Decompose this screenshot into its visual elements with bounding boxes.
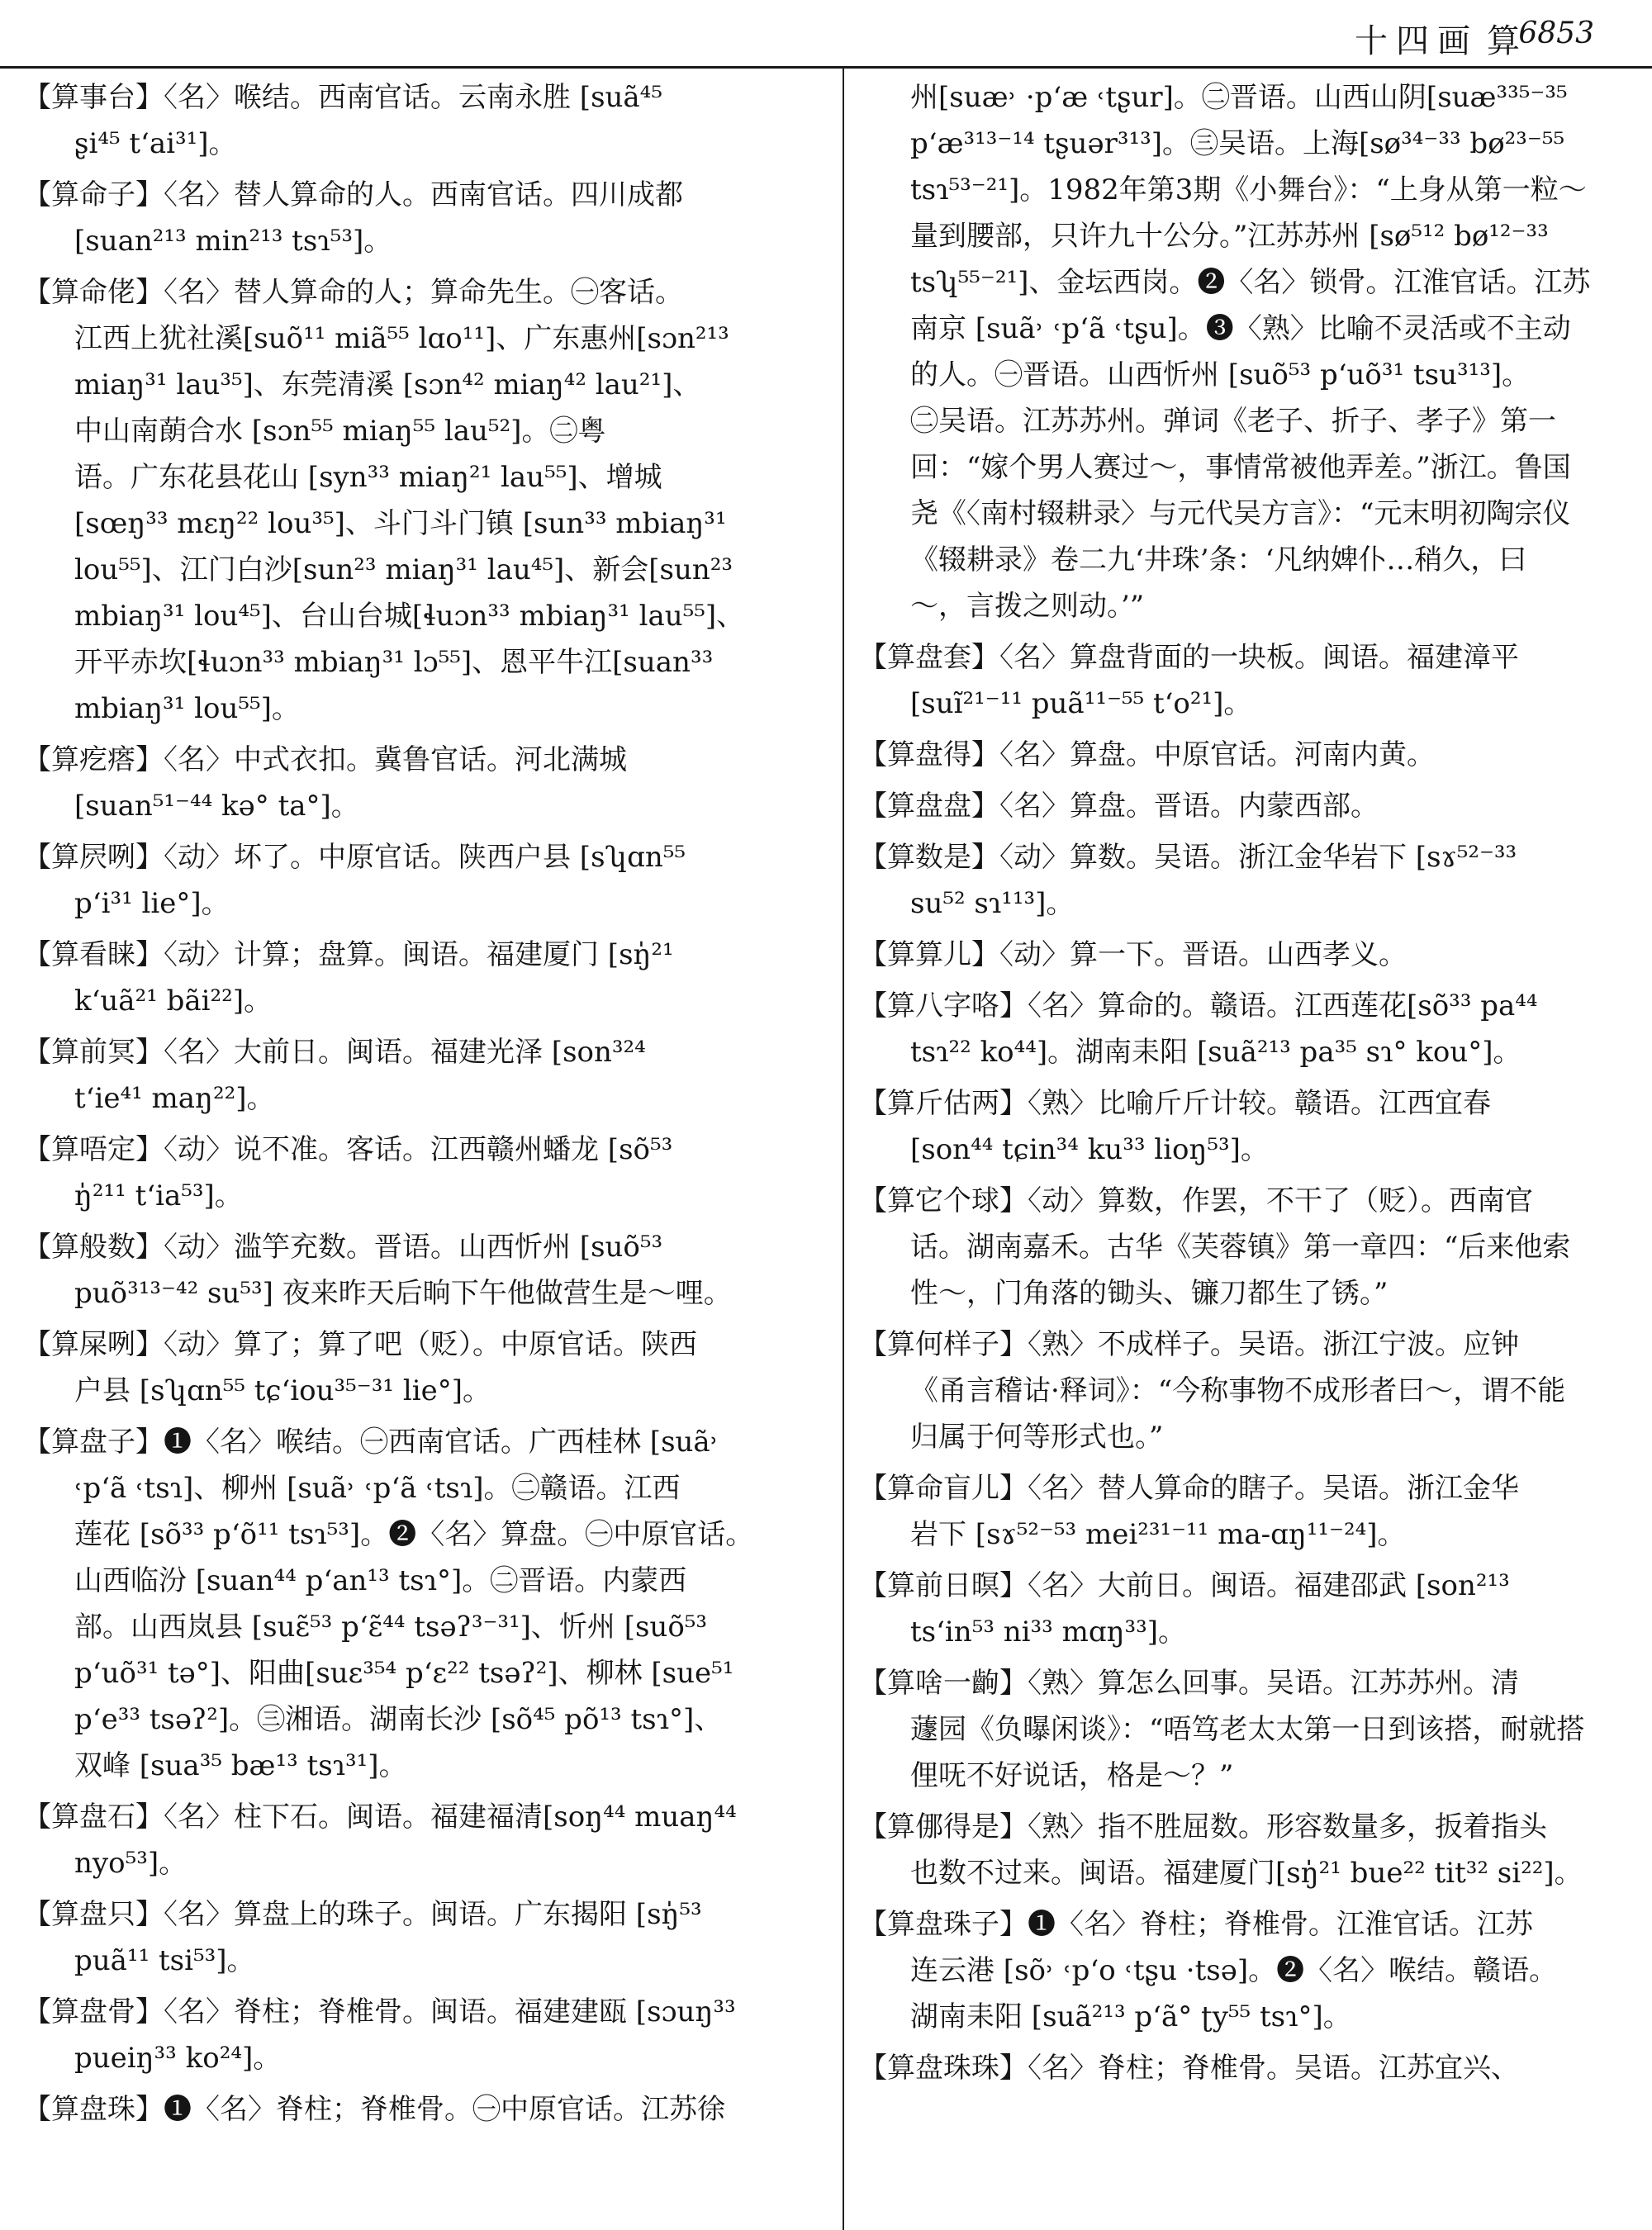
dictionary-entry [859,983,1640,1075]
entry-line: 【算命子】〈名〉替人算命的人。西南官话。四川成都 [23,178,683,211]
entry-line: [sœŋ³³ mɛŋ²² lou³⁵]、斗门斗门镇 [sun³³ mbiaŋ³¹ [74,507,727,540]
entry-line: 【算它个球】〈动〉算数，作罢，不干了（贬）。西南官 [859,1184,1533,1217]
entry-line: puã¹¹ tsi⁵³]。 [74,1944,255,1977]
dictionary-entry [23,834,820,927]
dictionary-entry [859,1660,1640,1799]
entry-line: 岩下 [sɤ⁵²⁻⁵³ mei²³¹⁻¹¹ ma-ɑŋ¹¹⁻²⁴]。 [910,1518,1406,1551]
dictionary-entry [859,1804,1640,1896]
entry-line: 【算命佬】〈名〉替人算命的人；算命先生。㊀客话。 [23,276,683,309]
dictionary-entry [859,1901,1640,2040]
entry-line: 【算啥一齣】〈熟〉算怎么回事。吴语。江苏苏州。清 [859,1667,1519,1700]
entry-line: 江西上犹社溪[suõ¹¹ miã⁵⁵ lɑo¹¹]、广东惠州[sɔn²¹³ [74,322,729,355]
entry-line: 湖南耒阳 [suã²¹³ p‘ã° ʈy⁵⁵ tsɿ°]。 [910,2000,1351,2033]
entry-line: 语。广东花县花山 [syn³³ miaŋ²¹ lau⁵⁵]、增城 [74,461,662,494]
dictionary-entry [23,269,820,732]
entry-line: 【算盘盘】〈名〉算盘。晋语。内蒙西部。 [859,790,1379,823]
entry-line: 【算盘珠子】❶〈名〉脊柱；脊椎骨。江淮官话。江苏 [859,1908,1533,1941]
dictionary-entry [23,74,820,167]
entry-line: 【算盘只】〈名〉算盘上的珠子。闽语。广东揭阳 [sŋ̍⁵³ [23,1898,702,1931]
entry-line: 户县 [sʮɑn⁵⁵ tɕ‘iou³⁵⁻³¹ lie°]。 [74,1374,491,1407]
dictionary-entry [859,732,1640,778]
entry-line: 【算前冥】〈名〉大前日。闽语。福建光泽 [son³²⁴ [23,1036,646,1069]
entry-line: 【算般数】〈动〉滥竽充数。晋语。山西忻州 [suõ⁵³ [23,1231,663,1264]
entry-line: 尧《〈南村辍耕录〉与元代吴方言》：“元末明初陶宗仪 [910,497,1571,530]
dictionary-entry [23,2086,820,2133]
dictionary-entry [23,737,820,829]
entry-line: 俚呒不好说话，格是～？” [910,1759,1234,1792]
entry-line: 开平赤坎[ɬuɔn³³ mbiaŋ³¹ lɔ⁵⁵]、恩平牛江[suan³³ [74,646,714,679]
entry-line: lou⁵⁵]、江门白沙[sun²³ miaŋ³¹ lau⁴⁵]、新会[sun²³ [74,553,733,586]
entry-line: 连云港 [sõ˒ ˓p‘o ˓tʂu ·tsə]。❷〈名〉喉结。赣语。 [910,1954,1558,1987]
entry-line: 【算命盲儿】〈名〉替人算命的瞎子。吴语。浙江金华 [859,1472,1519,1505]
column-divider [843,68,844,2230]
dictionary-entry [23,172,820,264]
entry-line: ŋ̍²¹¹ t‘ia⁵³]。 [74,1179,243,1212]
dictionary-entry [859,2045,1640,2091]
dictionary-entry [23,1891,820,1984]
entry-line: 【算斤估两】〈熟〉比喻斤斤计较。赣语。江西宜春 [859,1087,1491,1120]
entry-line: 《辍耕录》卷二九‘井珠’条：‘凡纳婢仆…稍久，曰 [910,543,1527,576]
entry-line: 山西临汾 [suan⁴⁴ p‘an¹³ tsɿ°]。㊁晋语。内蒙西 [74,1564,687,1597]
entry-line: mbiaŋ³¹ lou⁴⁵]、台山台城[ɬuɔn³³ mbiaŋ³¹ lau⁵⁵]、 [74,600,745,633]
entry-line: k‘uã²¹ bãi²²]。 [74,985,273,1018]
entry-line: 蘧园《负曝闲谈》：“唔笃老太太第一日到该搭，耐就搭 [910,1713,1585,1746]
entry-line: mbiaŋ³¹ lou⁵⁵]。 [74,692,300,725]
entry-line: 南京 [suã˒ ˓p‘ã ˓tʂu]。❸〈熟〉比喻不灵活或不主动 [910,312,1571,345]
entry-line: p‘uõ³¹ tə°]、阳曲[suɛ³⁵⁴ p‘ɛ²² tsəʔ²]、柳林 [sue⁵¹ [74,1657,734,1690]
entry-line: tsʮ⁵⁵⁻²¹]、金坛西岗。❷〈名〉锁骨。江淮官话。江苏 [910,266,1591,299]
header-character: 算 [1487,22,1520,60]
entry-line: 莲花 [sõ³³ p‘õ¹¹ tsɿ⁵³]。❷〈名〉算盘。㊀中原官话。 [74,1518,754,1551]
entry-line: 话。湖南嘉禾。古华《芙蓉镇》第一章四：“后来他索 [910,1231,1571,1264]
entry-line: 【算算儿】〈动〉算一下。晋语。山西孝义。 [859,938,1407,971]
entry-line: 【算盘子】❶〈名〉喉结。㊀西南官话。广西桂林 [suã˒ [23,1426,719,1459]
entry-line: 【算何样子】〈熟〉不成样子。吴语。浙江宁波。应钟 [859,1328,1519,1361]
entry-line: 【算八字咯】〈名〉算命的。赣语。江西莲花[sõ³³ pa⁴⁴ [859,989,1538,1022]
entry-line: 【算盘骨】〈名〉脊柱；脊椎骨。闽语。福建建瓯 [sɔuŋ³³ [23,1995,736,2028]
entry-line: 中山南蓢合水 [sɔn⁵⁵ miaŋ⁵⁵ lau⁵²]。㊁粤 [74,415,606,448]
dictionary-entry [859,74,1640,629]
entry-line: 的人。㊀晋语。山西忻州 [suõ⁵³ p‘uõ³¹ tsu³¹³]。 [910,358,1531,391]
entry-line: 【算事台】〈名〉喉结。西南官话。云南永胜 [suã⁴⁵ [23,81,662,114]
entry-line: [suĩ²¹⁻¹¹ puã¹¹⁻⁵⁵ t‘o²¹]。 [910,687,1252,720]
entry-line: p‘e³³ tsəʔ²]。㊂湘语。湖南长沙 [sõ⁴⁵ põ¹³ tsɿ°]、 [74,1703,723,1736]
entry-line: puõ³¹³⁻⁴² su⁵³] 夜来昨天后晌下午他做营生是～哩。 [74,1277,732,1310]
entry-line: 【算盘得】〈名〉算盘。中原官话。河南内黄。 [859,738,1435,771]
entry-line: 【算盘石】〈名〉柱下石。闽语。福建福清[soŋ⁴⁴ muaŋ⁴⁴ [23,1801,737,1834]
entry-line: ～，言拨之则动。’” [910,590,1145,623]
dictionary-entry [859,783,1640,829]
entry-line: 【算盘珠】❶〈名〉脊柱；脊椎骨。㊀中原官话。江苏徐 [23,2093,725,2126]
entry-line: 【算盘套】〈名〉算盘背面的一块板。闽语。福建漳平 [859,641,1519,674]
entry-line: 双峰 [sua³⁵ bæ¹³ tsɿ³¹]。 [74,1749,407,1782]
entry-line: tsɿ⁵³⁻²¹]。1982年第3期《小舞台》：“上身从第一粒～ [910,173,1587,206]
entry-line: 部。山西岚县 [suɛ̃⁵³ p‘ɛ̃⁴⁴ tsəʔ³⁻³¹]、忻州 [suõ⁵³ [74,1611,708,1644]
dictionary-entry [23,1419,820,1789]
entry-line: p‘i³¹ lie°]。 [74,887,230,920]
entry-line: 【算数是】〈动〉算数。吴语。浙江金华岩下 [sɤ⁵²⁻³³ [859,841,1517,874]
dictionary-entry [859,1178,1640,1317]
dictionary-entry [23,1321,820,1414]
dictionary-entry [859,932,1640,978]
entry-line: ㊁吴语。江苏苏州。弹词《老子、折子、孝子》第一 [910,405,1556,438]
dictionary-entry [859,634,1640,727]
dictionary-entry [23,1989,820,2081]
entry-line: ʂi⁴⁵ t‘ai³¹]。 [74,127,237,160]
entry-line: ts‘in⁵³ ni³³ mɑŋ³³]。 [910,1616,1187,1649]
dictionary-entry [23,932,820,1024]
entry-line: 性～，门角落的锄头、镰刀都生了锈。” [910,1277,1389,1310]
dictionary-entry [859,1465,1640,1558]
entry-line: 【算㑚得是】〈熟〉指不胜屈数。形容数量多，扳着指头 [859,1810,1547,1843]
page-number: 6853 [1518,17,1594,50]
entry-line: 【算疙瘩】〈名〉中式衣扣。冀鲁官话。河北满城 [23,743,627,776]
dictionary-entry [859,1080,1640,1173]
entry-line: ˓p‘ã ˓tsɿ]、柳州 [suã˒ ˓p‘ã ˓tsɿ]。㊁赣语。江西 [74,1472,681,1505]
entry-line: 回：“嫁个男人赛过～，事情常被他弄差。”浙江。鲁国 [910,451,1571,484]
entry-line: 量到腰部，只许九十公分。”江苏苏州 [sø⁵¹² bø¹²⁻³³ [910,220,1549,253]
entry-line: 【算看睐】〈动〉计算；盘算。闽语。福建厦门 [sŋ̍²¹ [23,938,674,971]
entry-line: 【算屄咧】〈动〉坏了。中原官话。陕西户县 [sʮɑn⁵⁵ [23,841,686,874]
dictionary-entry [23,1127,820,1219]
right-column [859,74,1640,2096]
dictionary-entry [23,1224,820,1317]
dictionary-entry [23,1029,820,1122]
entry-line: 归属于何等形式也。” [910,1421,1164,1454]
entry-line: 【算屎咧】〈动〉算了；算了吧（贬）。中原官话。陕西 [23,1328,697,1361]
entry-line: 也数不过来。闽语。福建厦门[sŋ̍²¹ bue²² tit³² si²²]。 [910,1857,1583,1890]
dictionary-entry [859,1321,1640,1460]
entry-line: [suan⁵¹⁻⁴⁴ kə° ta°]。 [74,790,359,823]
entry-line: p‘æ³¹³⁻¹⁴ tʂuər³¹³]。㊂吴语。上海[sø³⁴⁻³³ bø²³⁻⁵⁵ [910,127,1565,160]
left-column [23,74,820,2137]
entry-line: 【算唔定】〈动〉说不准。客话。江西赣州蟠龙 [sõ⁵³ [23,1133,673,1166]
entry-line: pueiŋ³³ ko²⁴]。 [74,2042,282,2075]
entry-line: nyo⁵³]。 [74,1847,188,1880]
entry-line: [son⁴⁴ tɕin³⁴ ku³³ lioŋ⁵³]。 [910,1133,1269,1166]
dictionary-entry [23,1794,820,1886]
entry-line: [suan²¹³ min²¹³ tsɿ⁵³]。 [74,225,392,258]
entry-line: tsɿ²² ko⁴⁴]。湖南耒阳 [suã²¹³ pa³⁵ sɿ° kou°]。 [910,1036,1521,1069]
entry-line: 【算盘珠珠】〈名〉脊柱；脊椎骨。吴语。江苏宜兴、 [859,2052,1519,2085]
entry-line: miaŋ³¹ lau³⁵]、东莞清溪 [sɔn⁴² miaŋ⁴² lau²¹]、 [74,368,701,401]
entry-line: 《甬言稽诂·释词》：“今称事物不成形者曰～，谓不能 [910,1374,1566,1407]
entry-line: t‘ie⁴¹ maŋ²²]。 [74,1082,275,1115]
dictionary-entry [859,834,1640,927]
entry-line: su⁵² sɿ¹¹³]。 [910,887,1075,920]
dictionary-entry [859,1563,1640,1655]
entry-line: 州[suæ˒ ·p‘æ ˓tʂur]。㊁晋语。山西山阴[suæ³³⁵⁻³⁵ [910,81,1568,114]
page-header [0,0,1652,69]
section-title: 十四画 [1355,22,1479,60]
entry-line: 【算前日暝】〈名〉大前日。闽语。福建邵武 [son²¹³ [859,1569,1510,1602]
